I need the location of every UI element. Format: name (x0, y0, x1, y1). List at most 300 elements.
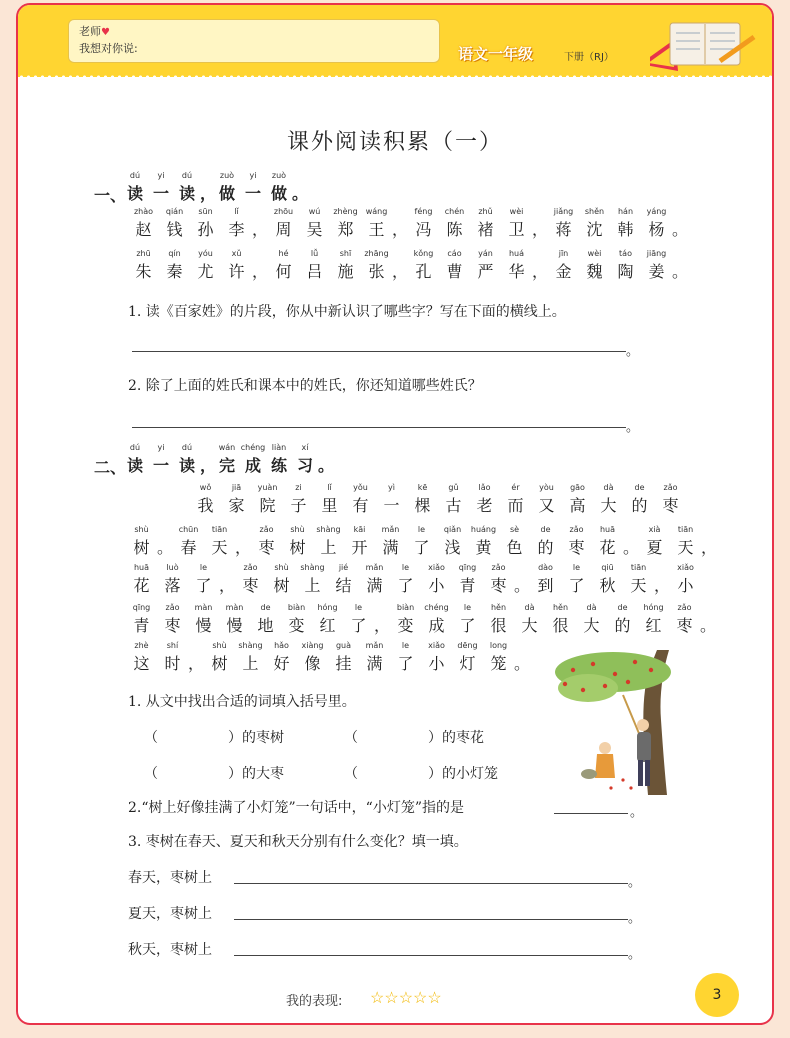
pinyin: qín (168, 249, 181, 258)
hanzi: 魏 (586, 262, 603, 281)
char-cell (532, 205, 548, 241)
char-cell (235, 523, 251, 559)
hanzi: 很 (552, 616, 569, 635)
char-cell (174, 169, 200, 205)
char-cell (421, 561, 452, 597)
hanzi: 了 (568, 576, 585, 595)
answer-blank-lantern[interactable] (554, 813, 628, 814)
pinyin: wèi (587, 249, 602, 258)
char-cell (188, 601, 219, 637)
char-cell (330, 247, 361, 283)
char-cell (610, 247, 641, 283)
char-cell (219, 601, 250, 637)
hanzi: 又 (538, 496, 555, 515)
hanzi: 上 (304, 576, 321, 595)
answer-line-autumn[interactable] (234, 955, 628, 956)
hanzi: ， (392, 262, 409, 281)
notebook-pencil-icon (650, 19, 760, 74)
char-cell (561, 561, 592, 597)
pinyin: yi (157, 171, 165, 180)
char-cell (361, 205, 392, 241)
pinyin: hán (617, 207, 634, 216)
pinyin: hěn (552, 603, 569, 612)
char-cell (221, 247, 252, 283)
passage-line-3 (126, 561, 701, 597)
hanzi: 孙 (197, 220, 214, 239)
pinyin: shàng (300, 563, 325, 572)
pinyin: de (634, 483, 645, 492)
char-cell (268, 205, 299, 241)
char-cell (501, 205, 532, 241)
char-cell (266, 441, 292, 477)
hanzi: 夏 (646, 538, 663, 557)
pinyin: zhū (136, 249, 151, 258)
blank-big-jujube[interactable]: （ ）的大枣 (144, 766, 284, 782)
char-cell (235, 639, 266, 675)
hanzi: 灯 (459, 654, 476, 673)
pinyin: yán (478, 249, 493, 258)
hanzi: 好 (273, 654, 290, 673)
char-cell (562, 481, 593, 517)
hanzi: 了 (459, 616, 476, 635)
char-cell (483, 601, 514, 637)
char-cell (126, 639, 157, 675)
hanzi: 练 (270, 456, 287, 475)
pinyin: wán (218, 443, 236, 452)
pinyin (392, 247, 408, 261)
char-cell (592, 523, 623, 559)
char-cell (452, 561, 483, 597)
hanzi: 枣 (164, 616, 181, 635)
hanzi: 小 (677, 576, 694, 595)
hanzi: ， (235, 538, 252, 557)
char-cell (266, 561, 297, 597)
hanzi: 挂 (335, 654, 352, 673)
hanzi: 结 (335, 576, 352, 595)
pinyin: zǎo (491, 563, 506, 572)
hanzi: 枣 (568, 538, 585, 557)
passage-line-2 (126, 523, 717, 559)
hanzi: 一 (244, 184, 261, 203)
hanzi: 陈 (446, 220, 463, 239)
pinyin: biàn (287, 603, 306, 612)
hanzi: 满 (366, 576, 383, 595)
hanzi: 花 (599, 538, 616, 557)
char-cell (157, 561, 188, 597)
pinyin: mǎn (381, 525, 400, 534)
pinyin: kē (417, 483, 428, 492)
pinyin: biàn (396, 603, 415, 612)
char-cell (148, 441, 174, 477)
hanzi: 小 (428, 576, 445, 595)
blank-jujube-flower[interactable]: （ ）的枣花 (344, 730, 484, 746)
hanzi: 天 (677, 538, 694, 557)
char-cell (579, 247, 610, 283)
hanzi: 习 (296, 456, 313, 475)
char-cell (439, 247, 470, 283)
hanzi: 华 (508, 262, 525, 281)
hanzi: ， (392, 220, 409, 239)
char-cell (421, 601, 452, 637)
hanzi: 朱 (135, 262, 152, 281)
hanzi: 枣 (242, 576, 259, 595)
pinyin: yì (388, 483, 395, 492)
char-cell (561, 523, 592, 559)
pinyin: hé (278, 249, 289, 258)
period-2: 。 (626, 420, 640, 435)
pinyin: màn (225, 603, 244, 612)
star-rating[interactable]: ☆☆☆☆☆ (370, 988, 442, 1007)
hanzi: 一 (152, 184, 169, 203)
hanzi: 了 (397, 654, 414, 673)
pinyin: shàng (316, 525, 341, 534)
pinyin: dà (524, 603, 535, 612)
page-number: 3 (695, 973, 739, 1017)
heart-icon: ♥ (101, 27, 110, 38)
pinyin: dēng (457, 641, 478, 650)
hanzi: 树 (211, 654, 228, 673)
hanzi: 褚 (477, 220, 494, 239)
pinyin: le (354, 603, 363, 612)
char-cell (190, 247, 221, 283)
pinyin (188, 639, 204, 653)
pinyin: zhèng (333, 207, 358, 216)
hanzi: ， (200, 456, 217, 475)
pinyin: wǒ (199, 483, 212, 492)
pinyin: gāo (570, 483, 585, 492)
pinyin: jiǎng (553, 207, 574, 216)
pinyin: chéng (240, 443, 266, 452)
hanzi: 这 (133, 654, 150, 673)
hanzi: 青 (459, 576, 476, 595)
hanzi: 而 (507, 496, 524, 515)
pinyin: le (401, 563, 410, 572)
hanzi: 。 (672, 262, 689, 281)
char-cell (532, 247, 548, 283)
char-cell (548, 205, 579, 241)
pinyin: yóu (198, 249, 213, 258)
char-cell (468, 523, 499, 559)
performance-label: 我的表现: (286, 994, 343, 1009)
hanzi: 开 (351, 538, 368, 557)
hanzi: 上 (320, 538, 337, 557)
pinyin: zuò (271, 171, 287, 180)
pinyin: le (401, 641, 410, 650)
pinyin: shù (274, 563, 289, 572)
hanzi: 。 (292, 184, 309, 203)
char-cell (204, 639, 235, 675)
hanzi: ， (200, 184, 217, 203)
hanzi: 赵 (135, 220, 152, 239)
pinyin: wáng (365, 207, 388, 216)
char-cell (483, 639, 514, 675)
pinyin: cáo (447, 249, 462, 258)
hanzi: 姜 (648, 262, 665, 281)
section2-prefix: 二、 (94, 458, 127, 477)
char-cell (576, 601, 607, 637)
pinyin: chéng (424, 603, 449, 612)
char-cell (251, 523, 282, 559)
section1-question-1: 1. 读《百家姓》的片段，你从中新认识了哪些字？写在下面的横线上。 (128, 304, 566, 320)
hanzi: 红 (645, 616, 662, 635)
pinyin: màn (194, 603, 213, 612)
hanzi: 青 (133, 616, 150, 635)
pinyin: hěn (490, 603, 507, 612)
pinyin: yuàn (257, 483, 278, 492)
pinyin: sūn (198, 207, 213, 216)
pinyin (514, 639, 530, 653)
pinyin: qiū (601, 563, 614, 572)
char-cell (173, 523, 204, 559)
hanzi: 了 (195, 576, 212, 595)
char-cell (128, 205, 159, 241)
hanzi: 树 (273, 576, 290, 595)
hanzi: 变 (397, 616, 414, 635)
char-cell (623, 523, 639, 559)
pinyin: xià (648, 525, 661, 534)
pinyin: luò (166, 563, 179, 572)
hanzi: 高 (569, 496, 586, 515)
char-cell (470, 247, 501, 283)
char-cell (240, 169, 266, 205)
char-cell (392, 205, 408, 241)
pinyin: lǐ (327, 483, 332, 492)
hanzi: 红 (319, 616, 336, 635)
hanzi: 到 (537, 576, 554, 595)
char-cell (672, 205, 688, 241)
hanzi: 变 (288, 616, 305, 635)
char-cell (452, 639, 483, 675)
pinyin: shī (339, 249, 352, 258)
char-cell (283, 481, 314, 517)
char-cell (641, 205, 672, 241)
pinyin (700, 601, 716, 615)
char-cell (439, 205, 470, 241)
pinyin: huáng (470, 525, 497, 534)
hanzi: ， (252, 262, 269, 281)
char-cell (292, 169, 309, 205)
char-cell (299, 205, 330, 241)
pinyin (514, 561, 530, 575)
char-cell (157, 639, 188, 675)
hanzi: 卫 (508, 220, 525, 239)
char-cell (438, 481, 469, 517)
hanzi: 读 (126, 184, 143, 203)
hanzi: 完 (218, 456, 235, 475)
hanzi: 树 (289, 538, 306, 557)
pinyin (235, 523, 251, 537)
hanzi: 韩 (617, 220, 634, 239)
period-summer: 。 (628, 911, 642, 926)
grade-title: 语文一年级 (458, 45, 534, 63)
pinyin: zhè (134, 641, 149, 650)
char-cell (126, 523, 157, 559)
pinyin: zǎo (165, 603, 180, 612)
hanzi: 何 (275, 262, 292, 281)
pinyin (292, 169, 306, 183)
pinyin: kǒng (413, 249, 434, 258)
char-cell (214, 169, 240, 205)
hanzi: 天 (630, 576, 647, 595)
hanzi: 春 (180, 538, 197, 557)
pinyin: yǒu (353, 483, 368, 492)
char-cell (375, 523, 406, 559)
hanzi: 。 (157, 538, 174, 557)
pinyin: dú (181, 171, 193, 180)
pinyin: wú (308, 207, 321, 216)
pinyin: kāi (353, 525, 366, 534)
char-cell (314, 481, 345, 517)
section2-label (122, 441, 335, 477)
char-cell (437, 523, 468, 559)
char-cell (514, 561, 530, 597)
hanzi: 里 (321, 496, 338, 515)
char-cell (159, 247, 190, 283)
pinyin: lǚ (310, 249, 319, 258)
char-cell (235, 561, 266, 597)
poem-line-1 (128, 205, 688, 241)
char-cell (266, 639, 297, 675)
hanzi: 子 (290, 496, 307, 515)
pinyin: le (572, 563, 581, 572)
hanzi: 张 (368, 262, 385, 281)
char-cell (221, 481, 252, 517)
char-cell (452, 601, 483, 637)
hanzi: ， (374, 616, 391, 635)
hanzi: 棵 (414, 496, 431, 515)
hanzi: 秦 (166, 262, 183, 281)
hanzi: 蒋 (555, 220, 572, 239)
pinyin: shù (212, 641, 227, 650)
char-cell (623, 561, 654, 597)
char-cell (174, 441, 200, 477)
char-cell (282, 523, 313, 559)
char-cell (312, 601, 343, 637)
hanzi: 做 (270, 184, 287, 203)
char-cell (530, 523, 561, 559)
hanzi: 小 (428, 654, 445, 673)
char-cell (250, 601, 281, 637)
char-cell (610, 205, 641, 241)
pinyin (318, 441, 332, 455)
pinyin: wèi (509, 207, 524, 216)
char-cell (672, 247, 688, 283)
char-cell (297, 561, 328, 597)
hanzi: 吴 (306, 220, 323, 239)
pinyin: shù (290, 525, 305, 534)
char-cell (514, 601, 545, 637)
char-cell (240, 441, 266, 477)
pinyin (701, 523, 717, 537)
char-cell (122, 441, 148, 477)
pinyin: xiǎo (428, 641, 445, 650)
hanzi: ， (654, 576, 671, 595)
hanzi: 老 (476, 496, 493, 515)
hanzi: 读 (126, 456, 143, 475)
pinyin (672, 205, 688, 219)
hanzi: 。 (318, 456, 335, 475)
blank-small-lantern[interactable]: （ ）的小灯笼 (344, 766, 498, 782)
char-cell (188, 639, 204, 675)
pinyin: tiān (630, 563, 647, 572)
note-line1: 老师 (79, 25, 101, 38)
hanzi: 色 (506, 538, 523, 557)
char-cell (545, 601, 576, 637)
hanzi: 。 (672, 220, 689, 239)
answer-line-summer[interactable] (234, 919, 628, 920)
pinyin: táo (619, 249, 632, 258)
char-cell (579, 205, 610, 241)
pinyin: gǔ (448, 483, 459, 492)
char-cell (252, 247, 268, 283)
autumn-label: 秋天，枣树上 (128, 942, 212, 958)
period-1: 。 (626, 344, 640, 359)
hanzi: 陶 (617, 262, 634, 281)
hanzi: 了 (350, 616, 367, 635)
hanzi: 一 (383, 496, 400, 515)
char-cell (299, 247, 330, 283)
hanzi: 金 (555, 262, 572, 281)
answer-line-2[interactable] (132, 427, 626, 428)
char-cell (530, 561, 561, 597)
char-cell (639, 523, 670, 559)
hanzi: 地 (257, 616, 274, 635)
pinyin: le (463, 603, 472, 612)
hanzi: 读 (178, 184, 195, 203)
char-cell (297, 639, 328, 675)
char-cell (390, 561, 421, 597)
blank-jujube-tree[interactable]: （ ）的枣树 (144, 730, 284, 746)
hanzi: 钱 (166, 220, 183, 239)
char-cell (188, 561, 219, 597)
hanzi: 。 (700, 616, 717, 635)
teacher-note-box[interactable] (68, 19, 440, 63)
spring-label: 春天，枣树上 (128, 870, 212, 886)
pinyin: chén (444, 207, 465, 216)
pinyin: jiāng (646, 249, 667, 258)
char-cell (469, 481, 500, 517)
char-cell (126, 601, 157, 637)
period-spring: 。 (628, 875, 642, 890)
hanzi: 院 (259, 496, 276, 515)
char-cell (624, 481, 655, 517)
hanzi: 孔 (415, 262, 432, 281)
pinyin: yáng (646, 207, 667, 216)
hanzi: 枣 (662, 496, 679, 515)
pinyin: shàng (238, 641, 263, 650)
pinyin (392, 205, 408, 219)
answer-line-1[interactable] (132, 351, 626, 352)
char-cell (701, 523, 717, 559)
hanzi: 成 (244, 456, 261, 475)
period-autumn: 。 (628, 947, 642, 962)
char-cell (421, 639, 452, 675)
hanzi: 大 (521, 616, 538, 635)
char-cell (670, 523, 701, 559)
hanzi: 郑 (337, 220, 354, 239)
pinyin: sè (509, 525, 520, 534)
period-3: 。 (630, 805, 644, 820)
page-frame (16, 3, 774, 1025)
hanzi: 枣 (490, 576, 507, 595)
hanzi: 慢 (195, 616, 212, 635)
char-cell (328, 639, 359, 675)
hanzi: 大 (583, 616, 600, 635)
answer-line-spring[interactable] (234, 883, 628, 884)
pinyin: zhǔ (478, 207, 493, 216)
pinyin: dú (129, 171, 141, 180)
pinyin: zi (295, 483, 302, 492)
